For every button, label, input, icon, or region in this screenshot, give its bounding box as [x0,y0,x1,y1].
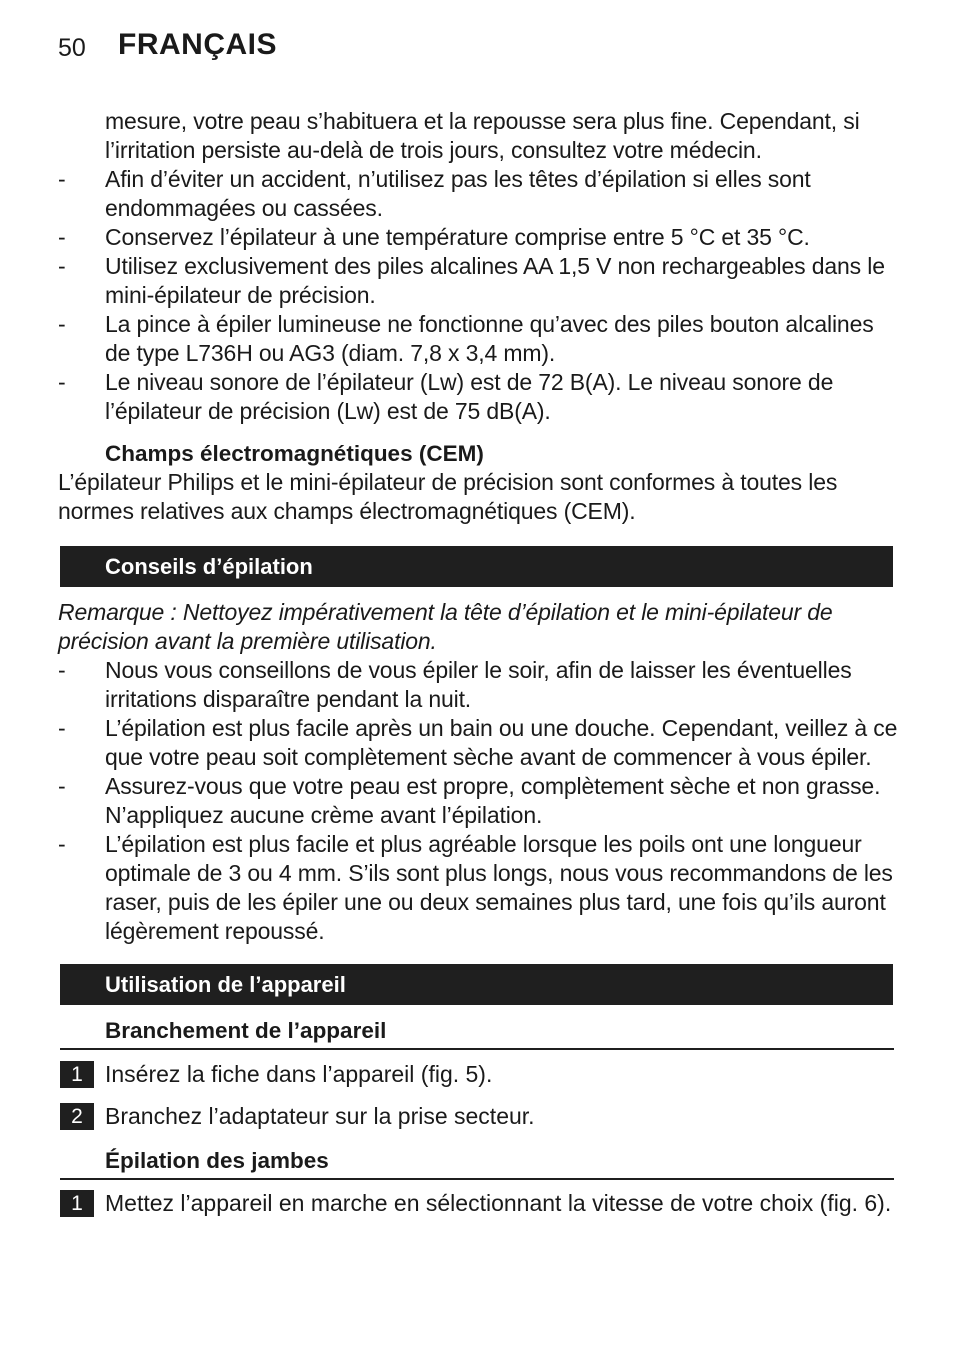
step-number: 1 [60,1190,94,1217]
bullet-dash: - [58,311,66,337]
step-number: 1 [60,1061,94,1088]
warning-bullet-line: Conservez l’épilateur à une température comprise entre 5 °C et 35 °C. [105,224,810,250]
legs-heading: Épilation des jambes [105,1148,329,1173]
section-bar-usage [60,964,893,1005]
bullet-dash: - [58,831,66,857]
bullet-dash: - [58,773,66,799]
bullet-dash: - [58,369,66,395]
warning-bullet-line: Utilisez exclusivement des piles alcalines AA 1,5 V non rechargeables dans le [105,253,885,279]
tip-bullet-line: L’épilation est plus facile et plus agréable lorsque les poils ont une longueur [105,831,862,857]
tip-bullet-line: que votre peau soit complètement sèche avant de commencer à vous épiler. [105,744,872,770]
cem-text-line: normes relatives aux champs électromagnétiques (CEM). [58,498,636,524]
warning-bullet-line: endommagées ou cassées. [105,195,383,221]
warning-continuation-line: l’irritation persiste au-delà de trois jours, consultez votre médecin. [105,137,762,163]
bullet-dash: - [58,657,66,683]
page-number: 50 [58,34,86,62]
bullet-dash: - [58,715,66,741]
step-text: Branchez l’adaptateur sur la prise secteur. [105,1103,535,1129]
tip-bullet-line: Nous vous conseillons de vous épiler le soir, afin de laisser les éventuelles [105,657,852,683]
language-title: FRANÇAIS [118,28,277,61]
warning-bullet-line: Afin d’éviter un accident, n’utilisez pas les têtes d’épilation si elles sont [105,166,811,192]
tip-bullet-line: raser, puis de les épiler une ou deux semaines plus tard, une fois qu’ils auront [105,889,886,915]
step-number: 2 [60,1103,94,1130]
tip-bullet-line: optimale de 3 ou 4 mm. S’ils sont plus longs, nous vous recommandons de les [105,860,893,886]
section-bar-tips [60,546,893,587]
tip-bullet-line: L’épilation est plus facile après un bain ou une douche. Cependant, veillez à ce [105,715,898,741]
warning-continuation-line: mesure, votre peau s’habituera et la repousse sera plus fine. Cependant, si [105,108,860,134]
bullet-dash: - [58,224,66,250]
tip-bullet-line: irritations disparaître pendant la nuit. [105,686,472,712]
heading-rule [60,1048,894,1050]
tip-bullet-line: légèrement repoussé. [105,918,325,944]
tip-bullet-line: N’appliquez aucune crème avant l’épilation. [105,802,543,828]
cem-heading: Champs électromagnétiques (CEM) [105,441,484,466]
note-line: précision avant la première utilisation. [58,628,437,654]
warning-bullet-line: Le niveau sonore de l’épilateur (Lw) est de 72 B(A). Le niveau sonore de [105,369,834,395]
connect-heading: Branchement de l’appareil [105,1018,387,1043]
warning-bullet-line: l’épilateur de précision (Lw) est de 75 dB(A). [105,398,551,424]
heading-rule [60,1178,894,1180]
bullet-dash: - [58,253,66,279]
step-text: Insérez la fiche dans l’appareil (fig. 5). [105,1061,493,1087]
section-title: Conseils d’épilation [105,554,313,579]
tip-bullet-line: Assurez-vous que votre peau est propre, complètement sèche et non grasse. [105,773,881,799]
step-text: Mettez l’appareil en marche en sélectionnant la vitesse de votre choix (fig. 6). [105,1190,892,1216]
note-line: Remarque : Nettoyez impérativement la tête d’épilation et le mini-épilateur de [58,599,833,625]
section-title: Utilisation de l’appareil [105,972,346,997]
cem-text-line: L’épilateur Philips et le mini-épilateur de précision sont conformes à toutes les [58,469,838,495]
warning-bullet-line: de type L736H ou AG3 (diam. 7,8 x 3,4 mm). [105,340,556,366]
warning-bullet-line: mini-épilateur de précision. [105,282,376,308]
warning-bullet-line: La pince à épiler lumineuse ne fonctionne qu’avec des piles bouton alcalines [105,311,874,337]
bullet-dash: - [58,166,66,192]
